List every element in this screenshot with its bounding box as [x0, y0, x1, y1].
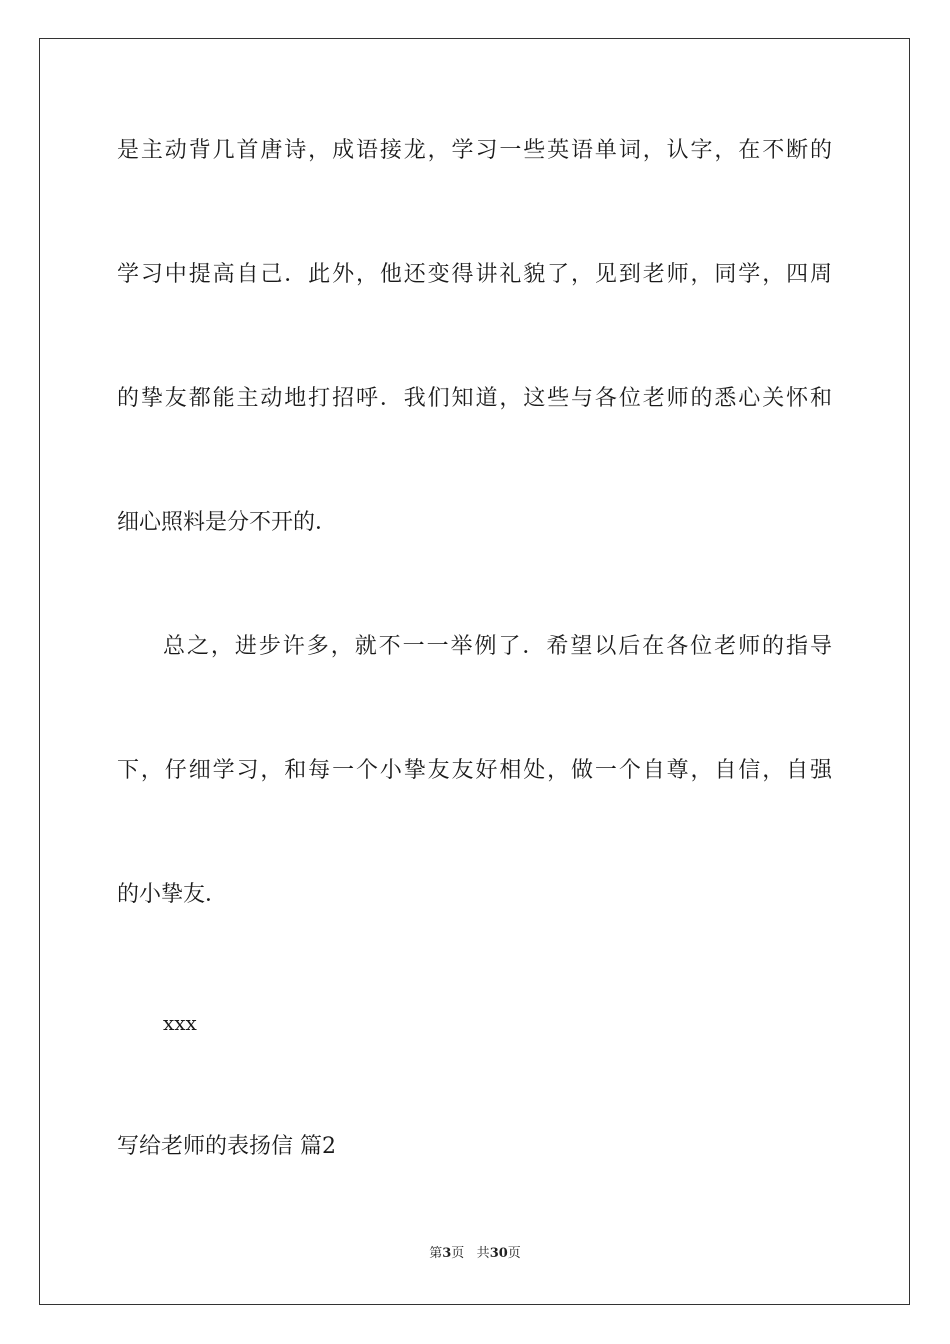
- page-label-prefix: 第: [429, 1246, 443, 1261]
- body-text-line: 学习中提高自己．此外，他还变得讲礼貌了，见到老师，同学，四周: [117, 262, 832, 287]
- section-heading: 写给老师的表扬信 篇2: [117, 1134, 336, 1159]
- body-text-line: 是主动背几首唐诗，成语接龙，学习一些英语单词，认字，在不断的: [117, 138, 832, 163]
- total-label-prefix: 共: [476, 1246, 490, 1261]
- body-text-line: 总之，进步许多，就不一一举例了．希望以后在各位老师的指导: [163, 634, 832, 659]
- body-text-line: 的挚友都能主动地打招呼．我们知道，这些与各位老师的悉心关怀和: [117, 386, 832, 411]
- body-text-line: 下，仔细学习，和每一个小挚友友好相处，做一个自尊，自信，自强: [117, 758, 832, 783]
- page-footer: [0, 1245, 950, 1263]
- total-page-count: 30: [489, 1246, 508, 1261]
- page-label-suffix: 页: [451, 1246, 465, 1261]
- page-border: [39, 38, 910, 1305]
- current-page-number: 3: [442, 1246, 452, 1261]
- signature: xxx: [163, 1011, 197, 1035]
- total-label-suffix: 页: [507, 1246, 521, 1261]
- body-text-line: 细心照料是分不开的．: [117, 510, 338, 535]
- body-text-line: 的小挚友．: [117, 882, 228, 907]
